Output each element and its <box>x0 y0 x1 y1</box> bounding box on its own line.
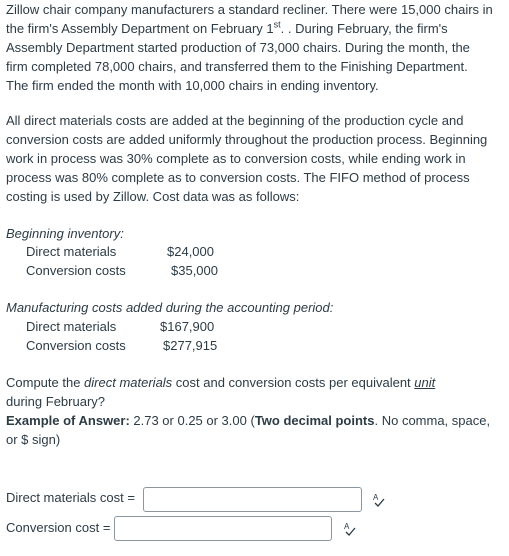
example-text: . No comma, space, <box>374 413 491 428</box>
details-line: work in process was 30% complete as to conversion costs, while ending work in <box>6 151 466 166</box>
question-emphasis: unit <box>414 375 436 390</box>
intro-line: . . During February, the firm's <box>280 21 448 36</box>
beginning-dm-value: $24,000 <box>167 244 214 259</box>
question-paragraph <box>6 373 502 449</box>
example-emphasis: Two decimal points <box>254 413 375 428</box>
svg-text:A: A <box>373 493 379 502</box>
example-label: Example of Answer: <box>6 413 130 428</box>
intro-line: Zillow chair company manufacturers a standard recliner. There were 15,000 chairs in <box>6 2 493 17</box>
manufacturing-costs-heading: Manufacturing costs added during the accounting period: <box>6 300 334 315</box>
intro-line: firm completed 78,000 chairs, and transferred them to the Finishing Department. <box>6 59 468 74</box>
details-line: costing is used by Zillow. Cost data was as follows: <box>6 189 300 204</box>
manufacturing-dm-value: $167,900 <box>160 319 215 334</box>
example-text: or $ sign) <box>6 432 61 447</box>
details-line: All direct materials costs are added at the beginning of the production cycle and <box>6 113 464 128</box>
spellcheck-icon[interactable] <box>372 491 386 507</box>
manufacturing-cc-label: Conversion costs <box>26 338 126 353</box>
beginning-inventory-heading: Beginning inventory: <box>6 226 124 241</box>
superscript-st: st <box>273 19 281 30</box>
manufacturing-dm-label: Direct materials <box>26 319 117 334</box>
svg-text:A: A <box>344 522 350 531</box>
question-text: cost and conversion costs per equivalent <box>172 375 415 390</box>
beginning-dm-label: Direct materials <box>26 244 117 259</box>
example-text: 2.73 or 0.25 or 3.00 ( <box>129 413 255 428</box>
dm-answer-label: Direct materials cost = <box>6 490 135 505</box>
intro-line: Assembly Department started production of 73,000 chairs. During the month, the <box>6 40 470 55</box>
intro-line: the firm's Assembly Department on February 1 <box>6 21 274 36</box>
intro-line: The firm ended the month with 10,000 chairs in ending inventory. <box>6 78 379 93</box>
manufacturing-cc-value: $277,915 <box>163 338 218 353</box>
question-text: Compute the <box>6 375 85 390</box>
dm-cost-input[interactable] <box>143 487 362 512</box>
question-text: during February? <box>6 394 105 409</box>
beginning-cc-value: $35,000 <box>171 263 218 278</box>
spellcheck-icon[interactable] <box>343 520 357 536</box>
beginning-cc-label: Conversion costs <box>26 263 126 278</box>
details-line: process was 80% complete as to conversion costs. The FIFO method of process <box>6 170 470 185</box>
details-line: conversion costs are added uniformly throughout the production process. Beginning <box>6 132 488 147</box>
conversion-cost-input[interactable] <box>114 516 332 541</box>
intro-paragraph <box>6 0 502 95</box>
cc-answer-label: Conversion cost = <box>6 520 111 535</box>
question-emphasis: direct materials <box>84 375 173 390</box>
details-paragraph <box>6 111 502 206</box>
